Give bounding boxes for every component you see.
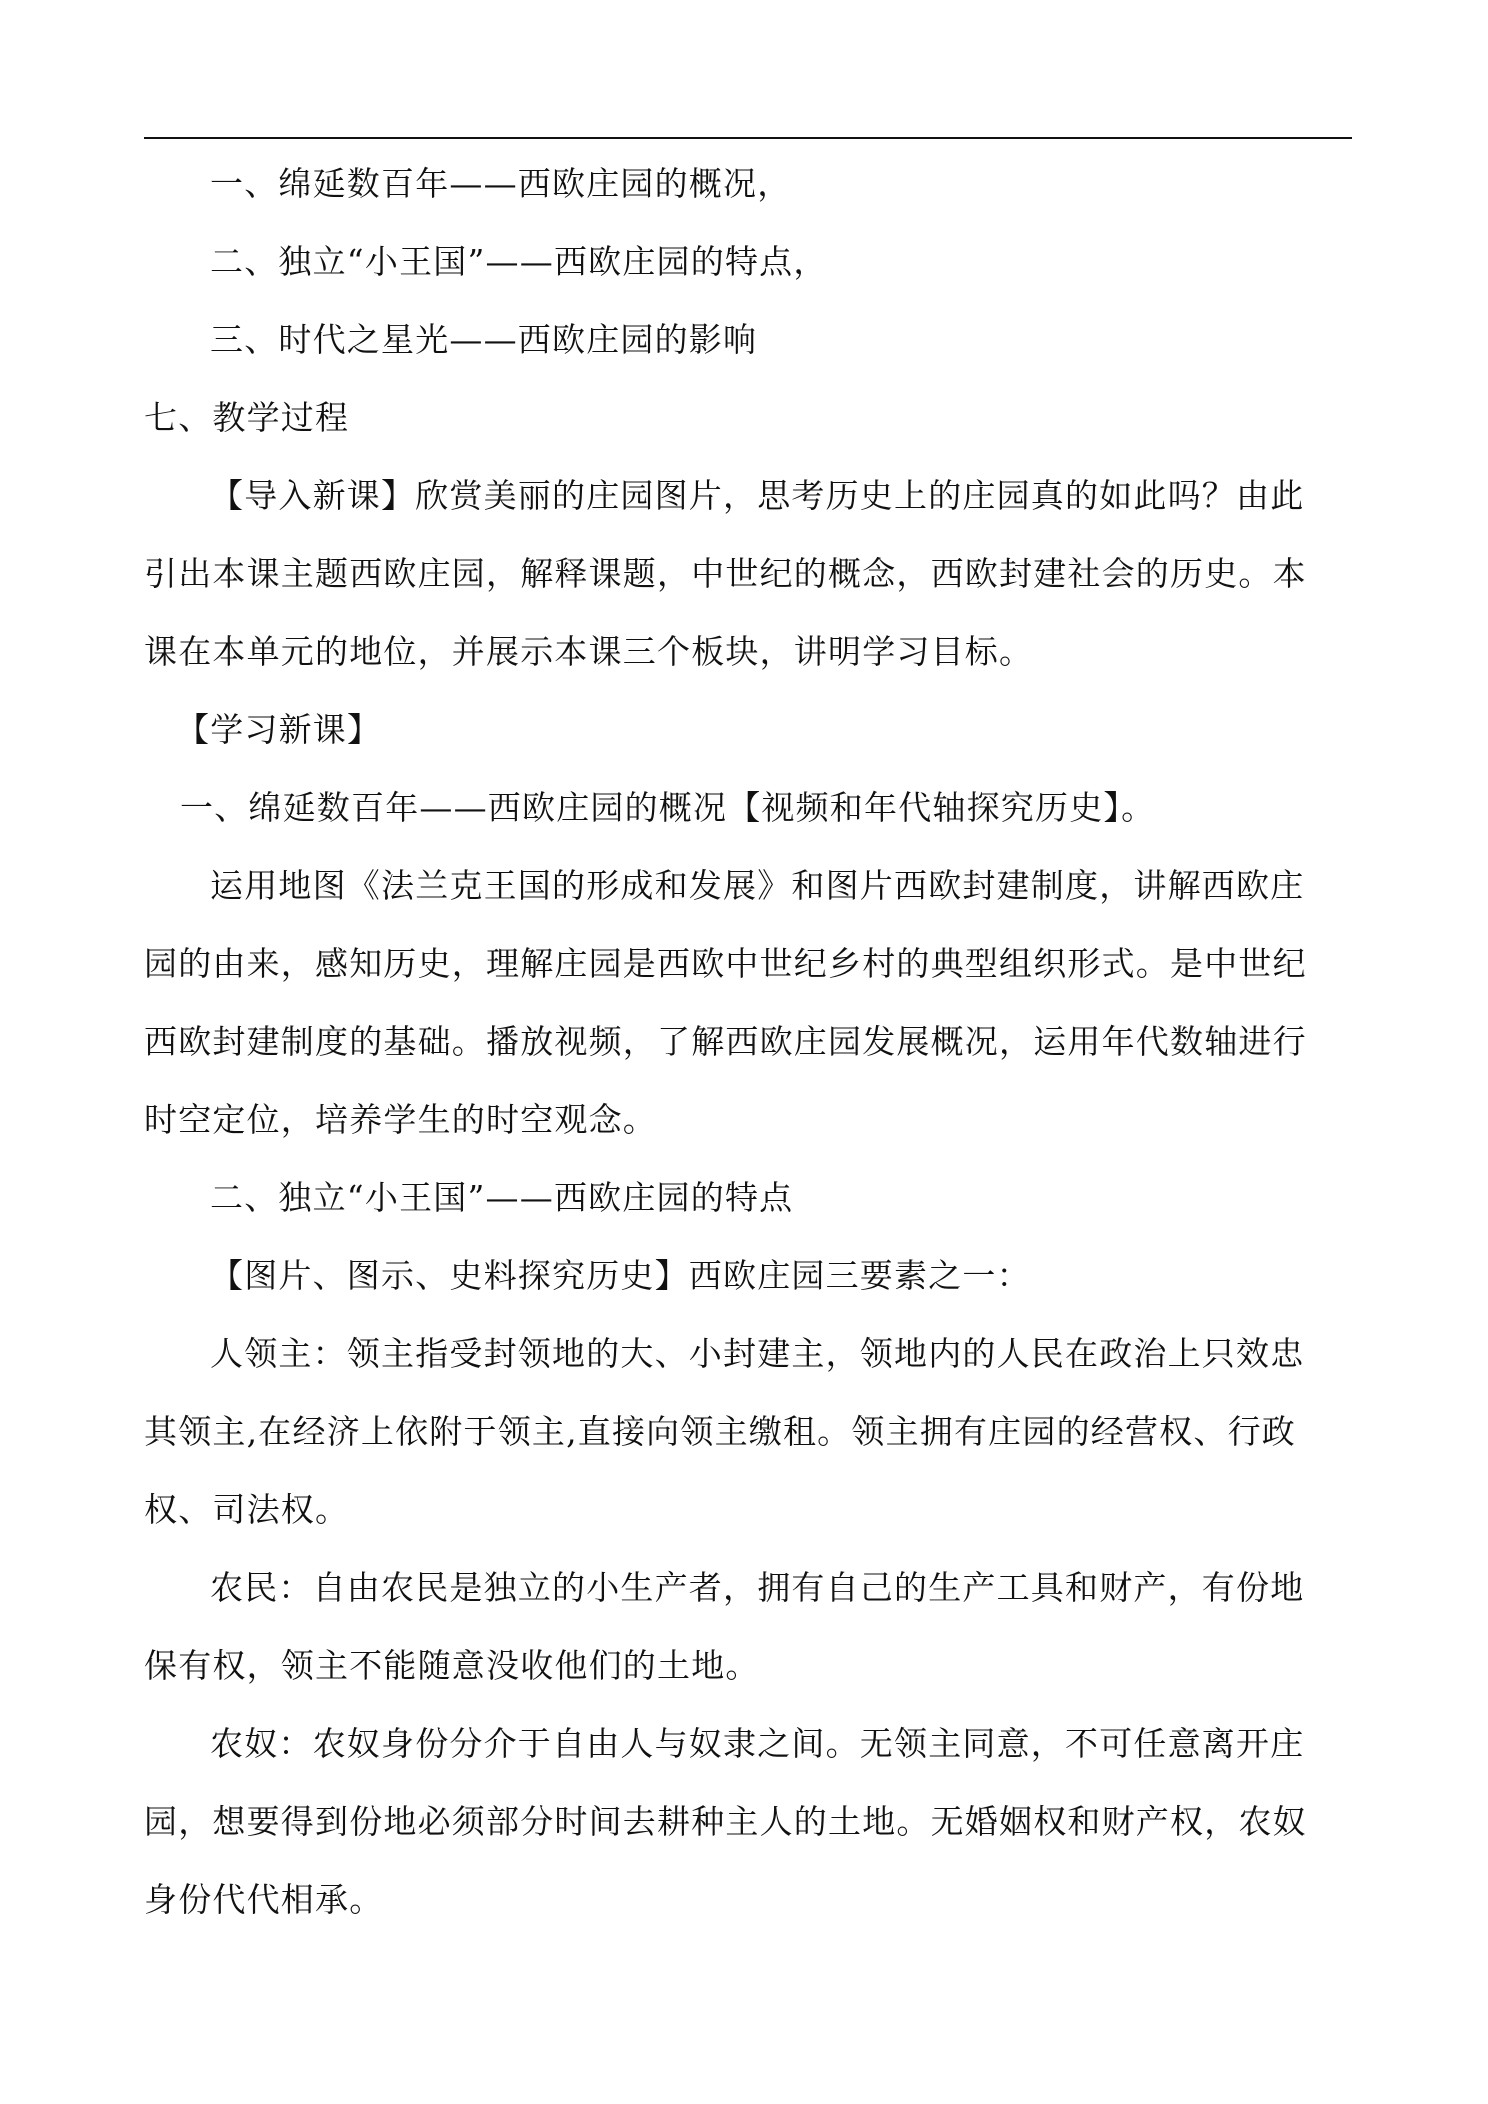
paragraph-peasant-line-2: 保有权，领主不能随意没收他们的土地。 <box>144 1646 760 1685</box>
paragraph-intro-line-2: 引出本课主题西欧庄园，解释课题，中世纪的概念，西欧封建社会的历史。本 <box>144 554 1307 593</box>
paragraph-serf-line-3: 身份代代相承。 <box>144 1880 384 1919</box>
paragraph-intro-line-3: 课在本单元的地位，并展示本课三个板块，讲明学习目标。 <box>144 632 1034 671</box>
subsection-heading-1: 一、绵延数百年——西欧庄园的概况【视频和年代轴探究历史】。 <box>180 788 1156 827</box>
subsection-heading-2: 二、独立“小王国”——西欧庄园的特点 <box>210 1178 794 1217</box>
paragraph-peasant-line-1: 农民：自由农民是独立的小生产者，拥有自己的生产工具和财产，有份地 <box>210 1568 1305 1607</box>
section-heading-teaching-process: 七、教学过程 <box>144 398 350 437</box>
paragraph-origin-line-2: 园的由来，感知历史，理解庄园是西欧中世纪乡村的典型组织形式。是中世纪 <box>144 944 1307 983</box>
paragraph-serf-line-2: 园，想要得到份地必须部分时间去耕种主人的土地。无婚姻权和财产权，农奴 <box>144 1802 1307 1841</box>
header-rule <box>144 137 1352 139</box>
subheading-new-lesson: 【学习新课】 <box>176 710 382 749</box>
paragraph-origin-line-3: 西欧封建制度的基础。播放视频，了解西欧庄园发展概况，运用年代数轴进行 <box>144 1022 1307 1061</box>
paragraph-elements-intro: 【图片、图示、史料探究历史】西欧庄园三要素之一： <box>210 1256 1031 1295</box>
paragraph-lord-line-3: 权、司法权。 <box>144 1490 350 1529</box>
outline-item-2: 二、独立“小王国”——西欧庄园的特点， <box>210 242 828 281</box>
paragraph-origin-line-4: 时空定位，培养学生的时空观念。 <box>144 1100 657 1139</box>
outline-item-3: 三、时代之星光——西欧庄园的影响 <box>210 320 758 359</box>
paragraph-serf-line-1: 农奴：农奴身份分介于自由人与奴隶之间。无领主同意，不可任意离开庄 <box>210 1724 1305 1763</box>
outline-item-1: 一、绵延数百年——西欧庄园的概况， <box>210 164 792 203</box>
paragraph-origin-line-1: 运用地图《法兰克王国的形成和发展》和图片西欧封建制度，讲解西欧庄 <box>210 866 1305 905</box>
paragraph-intro-line-1: 【导入新课】欣赏美丽的庄园图片，思考历史上的庄园真的如此吗？由此 <box>210 476 1305 515</box>
paragraph-lord-line-1: 人领主：领主指受封领地的大、小封建主，领地内的人民在政治上只效忠 <box>210 1334 1305 1373</box>
paragraph-lord-line-2: 其领主,在经济上依附于领主,直接向领主缴租。领主拥有庄园的经营权、行政 <box>144 1412 1296 1451</box>
